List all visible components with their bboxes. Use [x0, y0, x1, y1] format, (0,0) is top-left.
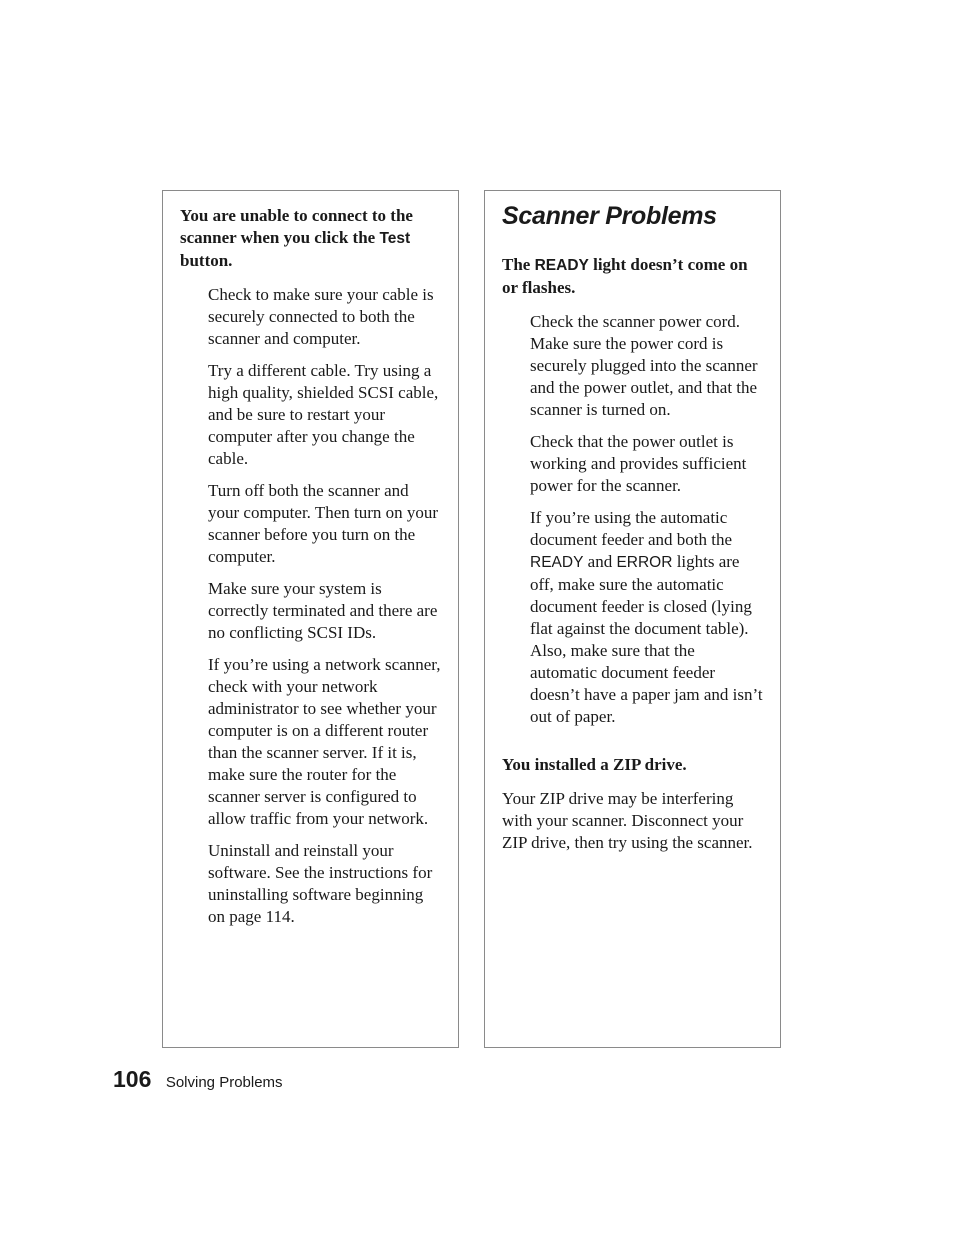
chapter-title: Solving Problems — [165, 1074, 283, 1091]
heading-text: The — [502, 255, 535, 274]
page-number: 106 — [113, 1066, 152, 1092]
ready-light-label: READY — [534, 257, 589, 274]
heading-text: light doesn’t come on or flashes. — [502, 255, 748, 297]
page-footer — [113, 1066, 283, 1093]
solution-paragraph: Uninstall and reinstall your software. See the instructions for uninstalling software beginning on page 114. — [208, 841, 433, 926]
problem-heading — [502, 254, 764, 299]
problem-heading: You installed a ZIP drive. — [502, 755, 687, 774]
paragraph-text: If you’re using the automatic document feeder and both the — [530, 508, 733, 549]
paragraph-text: and — [583, 552, 617, 571]
left-column — [162, 190, 459, 1048]
heading-text: button. — [180, 251, 233, 270]
problem-heading — [180, 205, 442, 272]
solution-paragraph: Your ZIP drive may be interfering with your scanner. Disconnect your ZIP drive, then try using the scanner. — [502, 789, 753, 852]
right-column — [484, 190, 781, 1048]
solution-paragraph: Try a different cable. Try using a high quality, shielded SCSI cable, and be sure to restart your computer after you change the cable. — [208, 361, 439, 468]
paragraph-text: lights are off, make sure the automatic document feeder is closed (lying flat against the document table). Also, make sure that the automatic document feeder doesn’t have a paper jam and isn’t out of paper. — [530, 552, 763, 726]
test-button-label: Test — [379, 230, 411, 247]
solution-paragraph: Turn off both the scanner and your computer. Then turn on your scanner before you turn on the computer. — [208, 481, 439, 566]
solution-paragraph: Check to make sure your cable is securely connected to both the scanner and computer. — [208, 285, 434, 348]
heading-text: You are unable to connect to the scanner when you click the — [180, 206, 413, 247]
solution-paragraph: Check that the power outlet is working and provides sufficient power for the scanner. — [530, 432, 747, 495]
section-title: Scanner Problems — [502, 202, 717, 230]
ready-light-label: READY — [530, 554, 584, 571]
solution-paragraph: If you’re using a network scanner, check with your network administrator to see whether your computer is on a different router than the scanner server. If it is, make sure the router for the scanner server is configured to allow traffic from your network. — [208, 655, 441, 828]
error-light-label: ERROR — [616, 554, 673, 571]
solution-paragraph: Check the scanner power cord. Make sure the power cord is securely plugged into the scanner and the power outlet, and that the scanner is turned on. — [530, 312, 758, 419]
solution-paragraph: Make sure your system is correctly terminated and there are no conflicting SCSI IDs. — [208, 579, 438, 642]
solution-paragraph — [530, 507, 764, 728]
